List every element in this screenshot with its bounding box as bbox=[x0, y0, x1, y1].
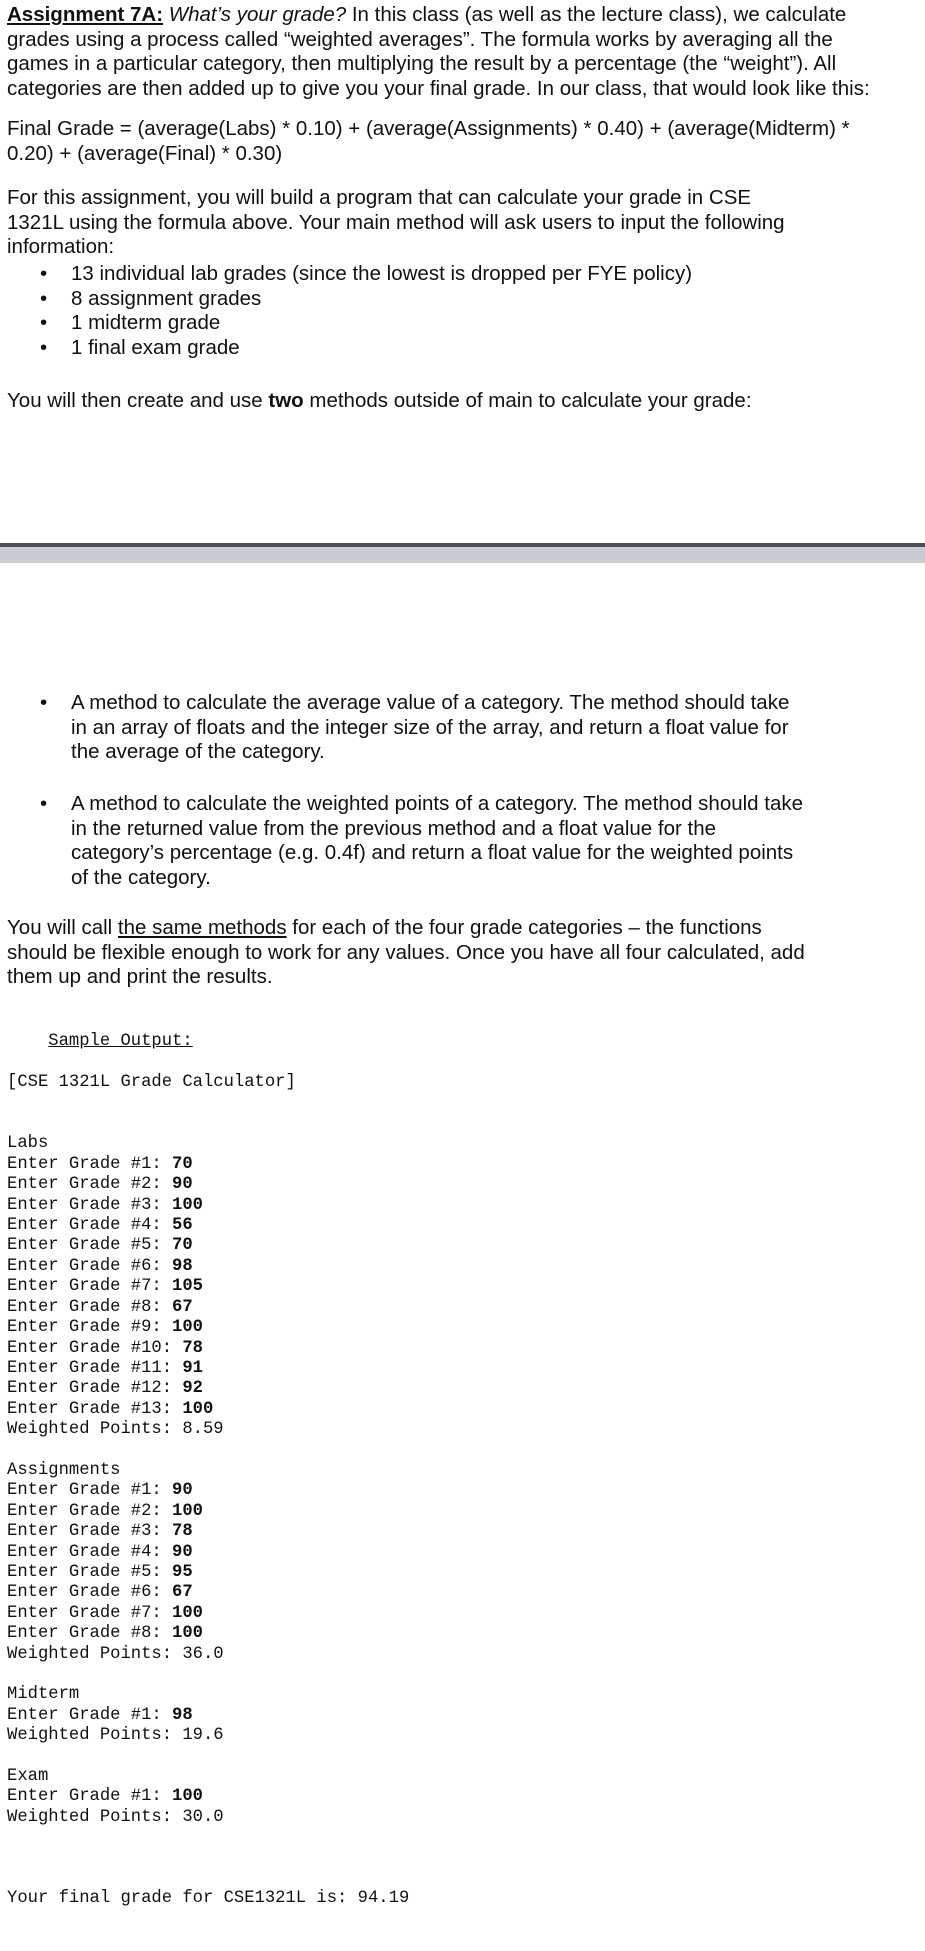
intro-line-3: games in a particular category, then multiplying the result by a percentage (the “weight”). All bbox=[7, 52, 837, 75]
output-section bbox=[7, 1461, 912, 1685]
grade-prompt: Enter Grade #12: bbox=[7, 1379, 183, 1399]
build-line-2: 1321L using the formula above. Your main method will ask users to input the following bbox=[7, 210, 785, 234]
weighted-points-label: Weighted Points: bbox=[7, 1807, 183, 1827]
grade-value: 95 bbox=[172, 1562, 193, 1582]
grade-value: 70 bbox=[172, 1236, 193, 1256]
grade-value: 56 bbox=[172, 1216, 193, 1236]
grade-prompt-line bbox=[7, 1216, 912, 1236]
build-paragraph bbox=[7, 186, 912, 260]
grade-prompt: Enter Grade #8: bbox=[7, 1297, 173, 1317]
bullet: • bbox=[40, 792, 48, 815]
weighted-points-line bbox=[7, 1420, 912, 1440]
blank-line bbox=[7, 1441, 912, 1461]
grade-value: 92 bbox=[182, 1379, 203, 1399]
list-item-text: 13 individual lab grades (since the lowest is dropped per FYE policy) bbox=[71, 262, 693, 285]
assignment-title: Assignment 7A: bbox=[7, 3, 164, 26]
build-line-1: For this assignment, you will build a program that can calculate your grade in CSE bbox=[7, 186, 752, 209]
formula-line-2: 0.20) + (average(Final) * 0.30) bbox=[7, 141, 283, 165]
grade-prompt: Enter Grade #6: bbox=[7, 1583, 173, 1603]
methods-intro-after: methods outside of main to calculate your grade: bbox=[309, 389, 752, 412]
method-1-line-1: A method to calculate the average value of a category. The method should take bbox=[71, 691, 790, 714]
assignment-question: What’s your grade? bbox=[168, 3, 347, 26]
weighted-points-label: Weighted Points: bbox=[7, 1420, 183, 1440]
grade-value: 78 bbox=[182, 1338, 203, 1358]
grade-prompt: Enter Grade #4: bbox=[7, 1542, 173, 1562]
intro-line-4: categories are then added up to give you your final grade. In our class, that would look like this: bbox=[7, 76, 870, 100]
call-before: You will call bbox=[7, 916, 113, 939]
grade-prompt-line bbox=[7, 1298, 912, 1318]
list-item bbox=[7, 792, 803, 890]
grade-prompt: Enter Grade #9: bbox=[7, 1318, 173, 1338]
grade-prompt-line bbox=[7, 1196, 912, 1216]
list-item bbox=[7, 262, 692, 287]
grade-prompt: Enter Grade #6: bbox=[7, 1256, 173, 1276]
grade-prompt-line bbox=[7, 1257, 912, 1277]
grade-prompt: Enter Grade #11: bbox=[7, 1358, 183, 1378]
grade-value: 100 bbox=[172, 1195, 203, 1215]
bullet: • bbox=[40, 691, 48, 714]
list-item bbox=[7, 691, 789, 765]
grade-prompt-line bbox=[7, 1175, 912, 1195]
methods-intro bbox=[7, 389, 912, 414]
grade-prompt: Enter Grade #2: bbox=[7, 1175, 173, 1195]
grade-prompt: Enter Grade #2: bbox=[7, 1501, 173, 1521]
grade-value: 100 bbox=[172, 1318, 203, 1338]
grade-value: 100 bbox=[172, 1603, 203, 1623]
weighted-points-value: 19.6 bbox=[182, 1726, 224, 1746]
grade-value: 98 bbox=[172, 1256, 193, 1276]
grade-prompt: Enter Grade #5: bbox=[7, 1236, 173, 1256]
section-name: Midterm bbox=[7, 1685, 80, 1705]
grade-prompt-line bbox=[7, 1522, 912, 1542]
grade-prompt-line bbox=[7, 1359, 912, 1379]
intro-line-2: grades using a process called “weighted averages”. The formula works by averaging all the bbox=[7, 27, 833, 51]
grade-value: 67 bbox=[172, 1297, 193, 1317]
sample-output bbox=[7, 1012, 912, 1951]
grade-value: 70 bbox=[172, 1154, 193, 1174]
grade-prompt-line bbox=[7, 1379, 912, 1399]
grade-prompt: Enter Grade #7: bbox=[7, 1603, 173, 1623]
list-item-text: 1 midterm grade bbox=[71, 311, 221, 334]
section-name: Exam bbox=[7, 1767, 49, 1787]
build-line-3: information: bbox=[7, 235, 115, 258]
weighted-points-label: Weighted Points: bbox=[7, 1644, 183, 1664]
methods-list-2 bbox=[7, 792, 803, 890]
method-2-line-3: category’s percentage (e.g. 0.4f) and return a float value for the weighted points bbox=[71, 841, 794, 864]
grade-value: 100 bbox=[172, 1501, 203, 1521]
inputs-list bbox=[7, 262, 692, 360]
grade-prompt-line bbox=[7, 1583, 912, 1603]
formula bbox=[7, 117, 912, 166]
blank-line bbox=[7, 1828, 912, 1848]
call-line-2: should be flexible enough to work for any values. Once you have all four calculated, add bbox=[7, 940, 805, 964]
list-item bbox=[7, 287, 692, 312]
blank-line bbox=[7, 1747, 912, 1767]
grade-prompt-line bbox=[7, 1706, 912, 1726]
grade-prompt: Enter Grade #13: bbox=[7, 1399, 183, 1419]
grade-value: 100 bbox=[172, 1787, 203, 1807]
page-divider bbox=[0, 543, 925, 563]
weighted-points-line bbox=[7, 1808, 912, 1828]
blank-line bbox=[7, 1665, 912, 1685]
grade-prompt: Enter Grade #4: bbox=[7, 1216, 173, 1236]
method-2-line-4: of the category. bbox=[71, 865, 211, 889]
final-grade-line: Your final grade for CSE1321L is: 94.19 bbox=[7, 1889, 410, 1909]
grade-prompt-line bbox=[7, 1604, 912, 1624]
intro-line-1 bbox=[7, 3, 912, 28]
grade-prompt: Enter Grade #1: bbox=[7, 1705, 173, 1725]
grade-prompt: Enter Grade #1: bbox=[7, 1154, 173, 1174]
method-2-line-1: A method to calculate the weighted points of a category. The method should take bbox=[71, 792, 804, 815]
formula-line-1: Final Grade = (average(Labs) * 0.10) + (average(Assignments) * 0.40) + (average(Midterm) * bbox=[7, 117, 850, 140]
grade-prompt: Enter Grade #1: bbox=[7, 1787, 173, 1807]
grade-prompt-line bbox=[7, 1236, 912, 1256]
list-item bbox=[7, 336, 692, 361]
weighted-points-value: 30.0 bbox=[182, 1807, 224, 1827]
grade-prompt-line bbox=[7, 1318, 912, 1338]
call-after: for each of the four grade categories – the functions bbox=[292, 916, 762, 939]
weighted-points-line bbox=[7, 1726, 912, 1746]
section-name: Labs bbox=[7, 1134, 49, 1154]
same-methods-link: the same methods bbox=[117, 916, 287, 939]
grade-prompt-line bbox=[7, 1155, 912, 1175]
grade-prompt-line bbox=[7, 1481, 912, 1501]
list-item-text: 8 assignment grades bbox=[71, 286, 262, 310]
grade-prompt-line bbox=[7, 1563, 912, 1583]
grade-value: 90 bbox=[172, 1542, 193, 1562]
grade-prompt: Enter Grade #3: bbox=[7, 1195, 173, 1215]
grade-value: 91 bbox=[182, 1358, 203, 1378]
methods-list bbox=[7, 691, 789, 765]
grade-value: 67 bbox=[172, 1583, 193, 1603]
grade-prompt-line bbox=[7, 1502, 912, 1522]
bullet: • bbox=[40, 311, 48, 334]
method-2-line-2: in the returned value from the previous method and a float value for the bbox=[71, 816, 716, 840]
grade-prompt-line bbox=[7, 1400, 912, 1420]
grade-prompt-line bbox=[7, 1624, 912, 1644]
sample-sections bbox=[7, 1134, 912, 1848]
grade-prompt: Enter Grade #7: bbox=[7, 1277, 173, 1297]
grade-value: 90 bbox=[172, 1175, 193, 1195]
grade-prompt-line bbox=[7, 1339, 912, 1359]
grade-value: 105 bbox=[172, 1277, 203, 1297]
output-section bbox=[7, 1767, 912, 1849]
bullet: • bbox=[40, 262, 48, 285]
grade-prompt-line bbox=[7, 1787, 912, 1807]
list-item-text: 1 final exam grade bbox=[71, 335, 240, 359]
methods-intro-before: You will then create and use bbox=[7, 389, 263, 412]
grade-prompt-line bbox=[7, 1277, 912, 1297]
method-1-line-2: in an array of floats and the integer size of the array, and return a float value for bbox=[71, 715, 789, 739]
grade-prompt: Enter Grade #3: bbox=[7, 1522, 173, 1542]
weighted-points-line bbox=[7, 1645, 912, 1665]
call-line-3: them up and print the results. bbox=[7, 965, 273, 988]
intro-line-1-text: In this class (as well as the lecture class), we calculate bbox=[351, 3, 847, 26]
bullet: • bbox=[40, 335, 48, 359]
call-line-1 bbox=[7, 916, 912, 941]
method-1-line-3: the average of the category. bbox=[71, 740, 325, 763]
list-item bbox=[7, 311, 692, 336]
grade-prompt: Enter Grade #10: bbox=[7, 1338, 183, 1358]
grade-prompt: Enter Grade #5: bbox=[7, 1562, 173, 1582]
grade-value: 78 bbox=[172, 1522, 193, 1542]
methods-intro-bold: two bbox=[268, 389, 304, 412]
call-paragraph bbox=[7, 916, 912, 990]
section-name: Assignments bbox=[7, 1460, 121, 1480]
grade-prompt: Enter Grade #8: bbox=[7, 1624, 173, 1644]
bullet: • bbox=[40, 286, 48, 310]
calculator-banner: [CSE 1321L Grade Calculator] bbox=[7, 1073, 296, 1093]
grade-value: 98 bbox=[172, 1705, 193, 1725]
grade-prompt: Enter Grade #1: bbox=[7, 1481, 173, 1501]
output-section bbox=[7, 1685, 912, 1767]
grade-prompt-line bbox=[7, 1543, 912, 1563]
intro-paragraph bbox=[7, 3, 912, 101]
grade-value: 90 bbox=[172, 1481, 193, 1501]
output-section bbox=[7, 1134, 912, 1461]
weighted-points-value: 8.59 bbox=[182, 1420, 224, 1440]
sample-output-heading: Sample Output: bbox=[48, 1032, 193, 1052]
weighted-points-label: Weighted Points: bbox=[7, 1726, 183, 1746]
weighted-points-value: 36.0 bbox=[182, 1644, 224, 1664]
grade-value: 100 bbox=[172, 1624, 203, 1644]
grade-value: 100 bbox=[182, 1399, 214, 1419]
